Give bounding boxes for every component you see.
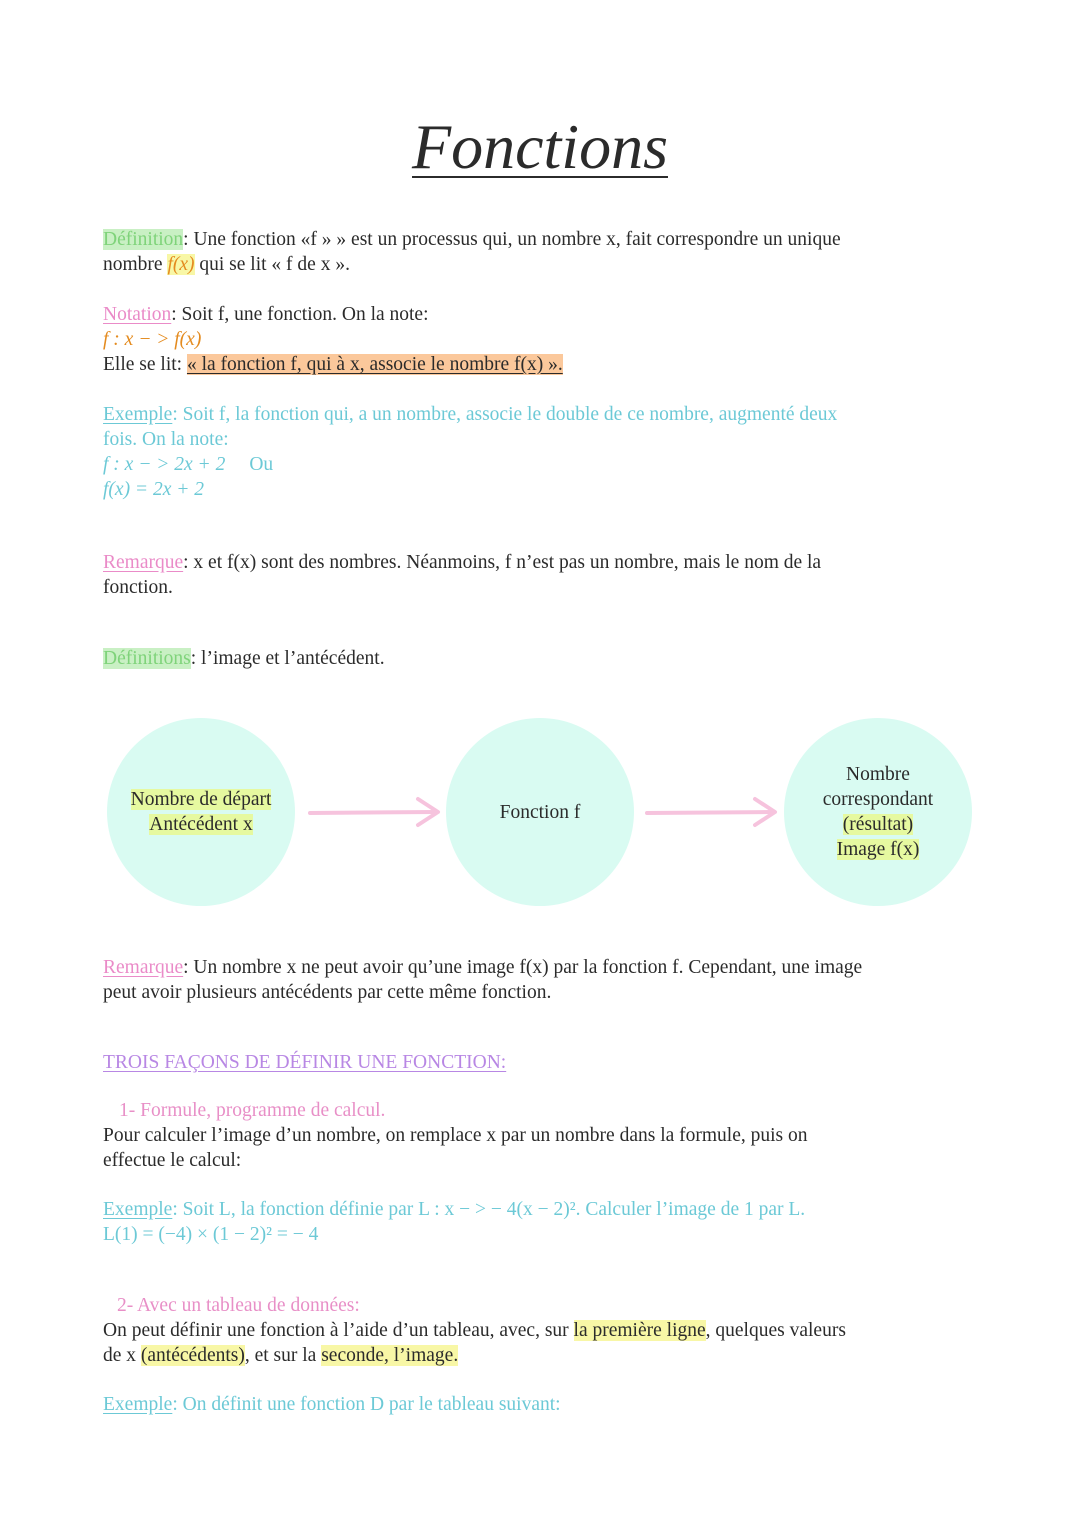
- definitions2-block: Définitions: l’image et l’antécédent.: [103, 648, 385, 669]
- method2-heading: 2- Avec un tableau de données:: [117, 1295, 360, 1316]
- notation-formula: f : x − > f(x): [103, 329, 202, 350]
- notation-reading: « la fonction f, qui à x, associe le nombre f(x) ».: [186, 354, 563, 375]
- notation-label: Notation: [103, 304, 172, 325]
- definition-label: Définition: [103, 229, 184, 250]
- page-title: Fonctions: [412, 111, 668, 182]
- image-circle: Nombre correspondant (résultat) Image f(x): [784, 718, 972, 906]
- section-title: TROIS FAÇONS DE DÉFINIR UNE FONCTION:: [103, 1052, 507, 1073]
- definition-block: Définition: Une fonction «f » » est un processus qui, un nombre x, fait correspondre un unique nombre f(x) qui se lit « f de x ».: [103, 229, 841, 275]
- arrow-right-icon: [645, 795, 780, 831]
- method2-block: 2- Avec un tableau de données: On peut définir une fonction à l’aide d’un tableau, avec, sur la première ligne, quelques valeurs de x (antécédents), et sur la seconde, l’image.: [103, 1293, 983, 1368]
- arrow-right-icon: [308, 795, 443, 831]
- function-circle: Fonction f: [446, 718, 634, 906]
- remark2-block: Remarque: Un nombre x ne peut avoir qu’une image f(x) par la fonction f. Cependant, une image peut avoir plusieurs antécédents par cette même fonction.: [103, 957, 863, 1003]
- notation-block: Notation: Soit f, une fonction. On la note: f : x − > f(x) Elle se lit: « la fonction f, qui à x, associe le nombre f(x) ».: [103, 302, 983, 377]
- remark1-label: Remarque: [103, 552, 184, 573]
- example3-block: Exemple: On définit une fonction D par le tableau suivant:: [103, 1394, 561, 1415]
- method1-heading: 1- Formule, programme de calcul.: [119, 1100, 386, 1121]
- antecedent-circle: Nombre de départ Antécédent x: [107, 718, 295, 906]
- example3-label: Exemple: [103, 1394, 173, 1415]
- example2-label: Exemple: [103, 1199, 173, 1220]
- remark2-label: Remarque: [103, 957, 184, 978]
- remark1-block: Remarque: x et f(x) sont des nombres. Néanmoins, f n’est pas un nombre, mais le nom de la fonction.: [103, 552, 822, 598]
- example1-block: Exemple: Soit f, la fonction qui, a un nombre, associe le double de ce nombre, augmenté deux fois. On la note: f : x − > 2x + 2 Ou f(x) = 2x + 2: [103, 404, 838, 500]
- example1-label: Exemple: [103, 404, 173, 425]
- example2-block: Exemple: Soit L, la fonction définie par L : x − > − 4(x − 2)². Calculer l’image de 1 par L. L(1) = (−4) × (1 − 2)² = − 4: [103, 1199, 806, 1245]
- definitions2-label: Définitions: [103, 648, 191, 669]
- method1-block: 1- Formule, programme de calcul. Pour calculer l’image d’un nombre, on remplace x par un nombre dans la formule, puis on effectue le calcul:: [103, 1098, 983, 1173]
- fx-highlight: f(x): [167, 254, 195, 275]
